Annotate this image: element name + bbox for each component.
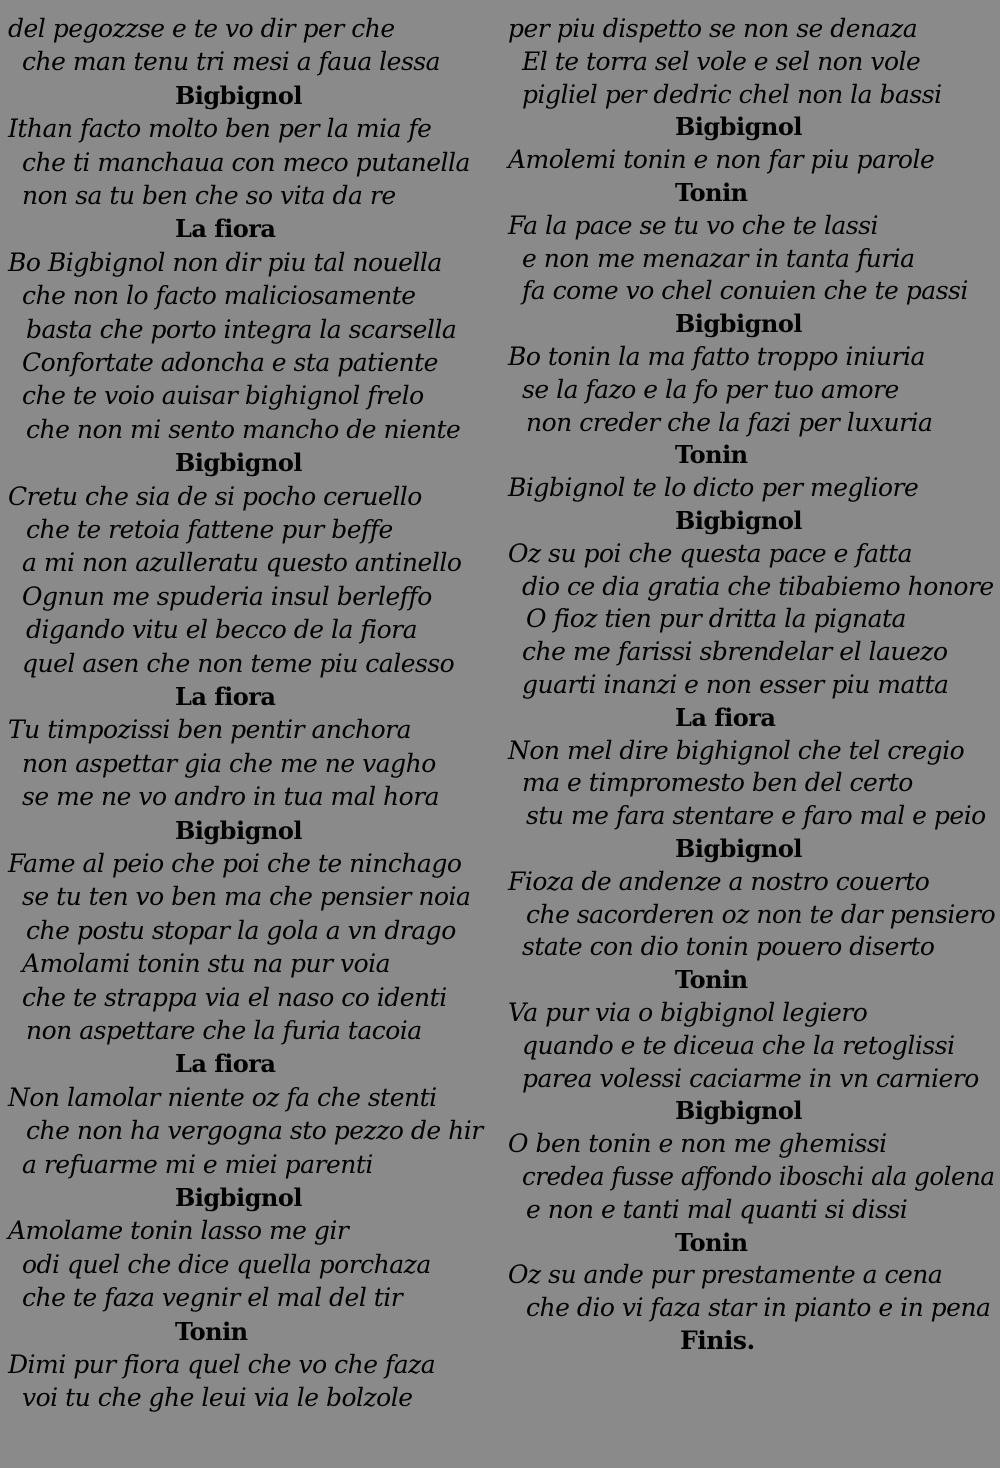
speaker-heading: Bigbignol [675,834,802,863]
verse-line: O ben tonin e non me ghemissi [508,1129,887,1158]
speaker-heading: Bigbignol [175,448,302,477]
verse-line: O fioz tien pur dritta la pignata [526,604,906,633]
verse-line: che ti manchaua con meco putanella [22,148,470,177]
speaker-heading: Bigbignol [175,1183,302,1212]
verse-line: che man tenu tri mesi a faua lessa [22,47,441,76]
verse-line: Ognun me spuderia insul berleffo [22,582,432,611]
verse-line: Cretu che sia de si pocho ceruello [8,482,422,511]
verse-line: che te voio auisar bighignol frelo [22,381,424,410]
verse-line: quando e te diceua che la retoglissi [522,1031,955,1060]
verse-line: state con dio tonin pouero diserto [522,932,935,961]
verse-line: che non mi sento mancho de niente [26,415,461,444]
verse-line: se tu ten vo ben ma che pensier noia [22,882,471,911]
verse-line: quel asen che non teme piu calesso [22,649,455,678]
speaker-heading: Tonin [675,178,748,207]
speaker-heading: Bigbignol [675,309,802,338]
verse-line: guarti inanzi e non esser piu matta [522,670,949,699]
verse-line: Tu timpozissi ben pentir anchora [8,715,411,744]
verse-line: Bo tonin la ma fatto troppo iniuria [508,342,925,371]
speaker-heading: La fiora [675,703,776,732]
verse-line: se la fazo e la fo per tuo amore [522,375,899,404]
speaker-heading: Tonin [675,1228,748,1257]
verse-line: Fioza de andenze a nostro couerto [508,867,930,896]
verse-line: non creder che la fazi per luxuria [526,408,933,437]
speaker-heading: La fiora [175,214,276,243]
verse-line: Oz su ande pur prestamente a cena [508,1260,943,1289]
speaker-heading: Tonin [175,1317,248,1346]
verse-line: a refuarme mi e miei parenti [22,1150,373,1179]
verse-line: Bigbignol te lo dicto per megliore [508,473,919,502]
speaker-heading: La fiora [175,682,276,711]
verse-line: Confortate adoncha e sta patiente [22,348,438,377]
verse-line: credea fusse affondo iboschi ala golena [522,1162,995,1191]
verse-line: odi quel che dice quella porchaza [22,1250,431,1279]
speaker-heading: La fiora [175,1049,276,1078]
speaker-heading: Tonin [675,965,748,994]
speaker-heading: Bigbignol [175,81,302,110]
verse-line: basta che porto integra la scarsella [26,315,457,344]
verse-line: parea volessi caciarme in vn carniero [522,1064,979,1093]
verse-line: ma e timpromesto ben del certo [522,768,913,797]
verse-line: Ithan facto molto ben per la mia fe [8,114,432,143]
verse-line: Amolami tonin stu na pur voia [22,949,391,978]
verse-line: Non mel dire bighignol che tel cregio [508,736,965,765]
verse-line: dio ce dia gratia che tibabiemo honore [522,572,994,601]
verse-line: non sa tu ben che so vita da re [22,181,396,210]
verse-line: che dio vi faza star in pianto e in pena [526,1293,991,1322]
verse-line: fa come vo chel conuien che te passi [522,276,968,305]
verse-line: che postu stopar la gola a vn drago [26,916,456,945]
verse-line: e non me menazar in tanta furia [522,244,915,273]
verse-line: voi tu che ghe leui via le bolzole [22,1383,413,1412]
verse-line: a mi non azulleratu questo antinello [22,548,462,577]
verse-line: non aspettar gia che me ne vagho [22,749,436,778]
speaker-heading: Tonin [675,440,748,469]
verse-line: per piu dispetto se non se denaza [508,14,918,43]
verse-line: Amolame tonin lasso me gir [8,1216,349,1245]
verse-line: che te retoia fattene pur beffe [26,515,393,544]
verse-line: stu me fara stentare e faro mal e peio [526,801,986,830]
verse-line: El te torra sel vole e sel non vole [522,47,921,76]
verse-line: che me farissi sbrendelar el lauezo [522,637,948,666]
verse-line: che sacorderen oz non te dar pensiero [526,900,996,929]
finis-mark: Finis. [680,1326,755,1355]
verse-line: e non e tanti mal quanti si dissi [526,1195,908,1224]
verse-line: Dimi pur fiora quel che vo che faza [8,1350,436,1379]
verse-line: Amolemi tonin e non far piu parole [508,145,935,174]
verse-line: Fame al peio che poi che te ninchago [8,849,462,878]
speaker-heading: Bigbignol [675,1096,802,1125]
verse-line: Non lamolar niente oz fa che stenti [8,1083,437,1112]
verse-line: del pegozzse e te vo dir per che [8,14,395,43]
speaker-heading: Bigbignol [675,112,802,141]
speaker-heading: Bigbignol [175,816,302,845]
verse-line: digando vitu el becco de la fiora [26,615,418,644]
verse-line: che te faza vegnir el mal del tir [22,1283,403,1312]
verse-line: Oz su poi che questa pace e fatta [508,539,913,568]
verse-line: non aspettare che la furia tacoia [26,1016,422,1045]
verse-line: Va pur via o bigbignol legiero [508,998,868,1027]
verse-line: Fa la pace se tu vo che te lassi [508,211,878,240]
verse-line: Bo Bigbignol non dir piu tal nouella [8,248,442,277]
verse-line: che non ha vergogna sto pezzo de hir [26,1116,483,1145]
verse-line: se me ne vo andro in tua mal hora [22,782,440,811]
verse-line: pigliel per dedric chel non la bassi [522,80,942,109]
verse-line: che te strappa via el naso co identi [22,983,447,1012]
verse-line: che non lo facto maliciosamente [22,281,416,310]
speaker-heading: Bigbignol [675,506,802,535]
